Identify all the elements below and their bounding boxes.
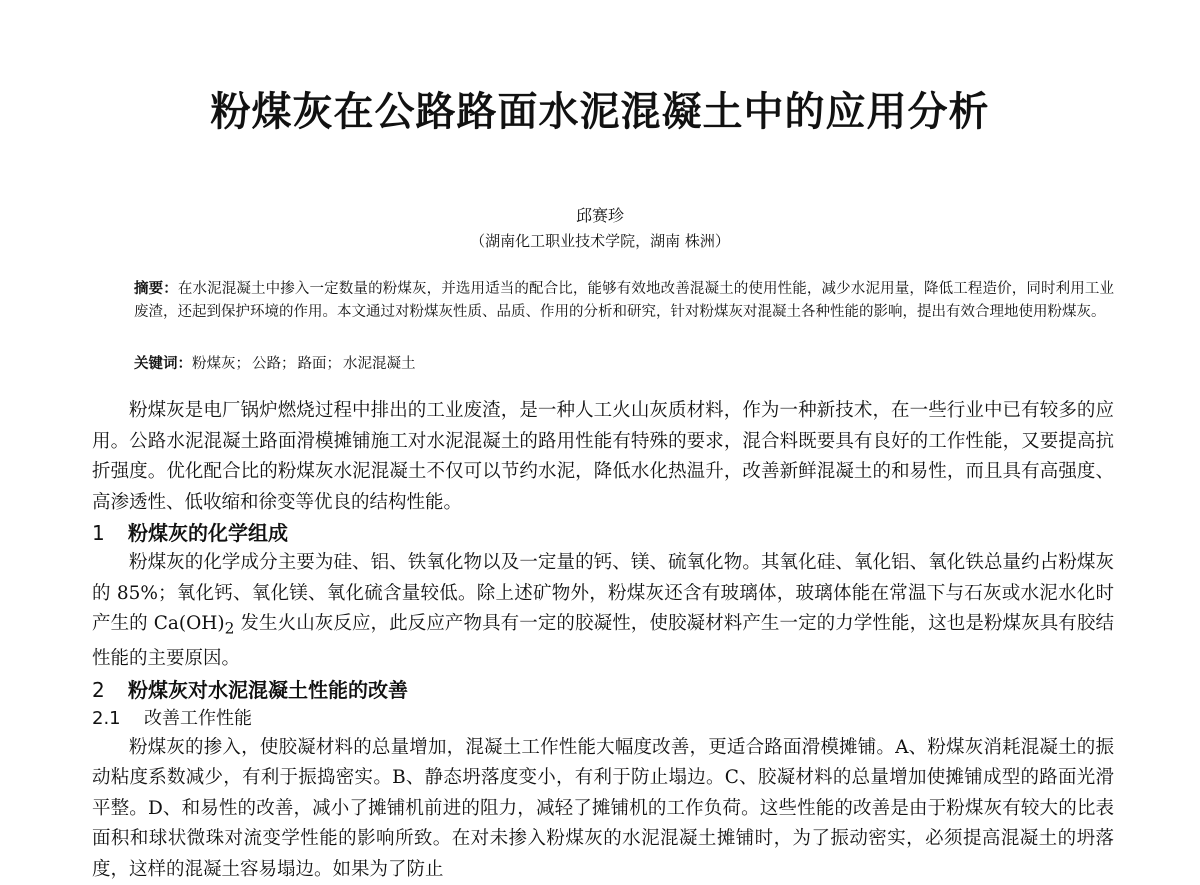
formula-base: Ca(OH): [153, 613, 225, 634]
section-2-1-heading: [92, 705, 1114, 733]
chemical-formula: [153, 613, 235, 638]
keyword: 粉煤灰；: [192, 356, 250, 372]
abstract-text: 在水泥混凝土中掺入一定数量的粉煤灰，并选用适当的配合比，能够有效地改善混凝土的使用性能，减少水泥用量，降低工程造价，同时利用工业废渣，还起到保护环境的作用。本文通过对粉煤灰性质、品质、作用的分析和研究，针对粉煤灰对混凝土各种性能的影响，提出有效合理地使用粉煤灰。: [134, 281, 1114, 320]
subsection-number: 2.1: [92, 707, 121, 729]
section-title: 粉煤灰对水泥混凝土性能的改善: [128, 677, 408, 702]
keyword: 公路；: [252, 356, 296, 372]
section-1-paragraph: [92, 548, 1114, 675]
keywords: [134, 353, 1114, 375]
subsection-title: 改善工作性能: [144, 707, 252, 729]
author-affiliation: （湖南化工职业技术学院，湖南 株洲）: [470, 232, 730, 250]
section-2-1-paragraph: 粉煤灰的掺入，使胶凝材料的总量增加，混凝土工作性能大幅度改善，更适合路面滑模摊铺。A、粉煤灰消耗混凝土的振动粘度系数减少，有利于振捣密实。B、静态坍落度变小，有利于防止塌边。C、胶凝材料的总量增加使摊铺成型的路面光滑平整。D、和易性的改善，减小了摊铺机前进的阻力，减轻了摊铺机的工作负荷。这些性能的改善是由于粉煤灰有较大的比表面积和球状微珠对流变学性能的影响所致。在对未掺入粉煤灰的水泥混凝土摊铺时，为了振动密实，必须提高混凝土的坍落度，这样的混凝土容易塌边。如果为了防止: [92, 736, 1114, 880]
intro-paragraph: 粉煤灰是电厂锅炉燃烧过程中排出的工业废渣，是一种人工火山灰质材料，作为一种新技术，在一些行业中已有较多的应用。公路水泥混凝土路面滑模摊铺施工对水泥混凝土的路用性能有特殊的要求，混合料既要具有良好的工作性能，又要提高抗折强度。优化配合比的粉煤灰水泥混凝土不仅可以节约水泥，降低水化热温升，改善新鲜混凝土的和易性，而且具有高强度、高渗透性、低收缩和徐变等优良的结构性能。: [92, 400, 1114, 513]
keywords-label: 关键词：: [134, 355, 192, 372]
section-number: 2: [92, 677, 105, 702]
paragraph-text: 粉煤灰的化学成分主要为硅、铝、铁氧化物以及一定量的钙、镁、硫氧化物。其氧化硅、氧化铝、氧化铁总量约占粉煤灰的 85%；氧化钙、氧化镁、氧化硫含量较低。除上述矿物外，粉煤灰还含有玻璃体，玻璃体能在常温下与石灰或水泥水化时产生的: [92, 552, 1114, 634]
formula-subscript: 2: [224, 619, 235, 638]
keyword: 水泥混凝土: [343, 356, 416, 372]
author-name: 邱赛珍: [575, 206, 624, 225]
abstract: [134, 277, 1114, 324]
section-2-heading: [92, 675, 1114, 705]
paper-title: 粉煤灰在公路路面水泥混凝土中的应用分析: [210, 89, 990, 135]
section-title: 粉煤灰的化学组成: [128, 521, 288, 545]
section-1-heading: [92, 518, 1114, 548]
keyword: 路面；: [297, 356, 341, 372]
abstract-label: 摘要：: [134, 280, 178, 297]
paragraph-text: 发生火山灰反应，此反应产物具有一定的胶凝性，使胶凝材料产生一定的力学性能，这也是粉煤灰具有胶结性能的主要原因。: [92, 613, 1114, 670]
body-text: [92, 396, 1114, 885]
section-number: 1: [92, 521, 105, 545]
